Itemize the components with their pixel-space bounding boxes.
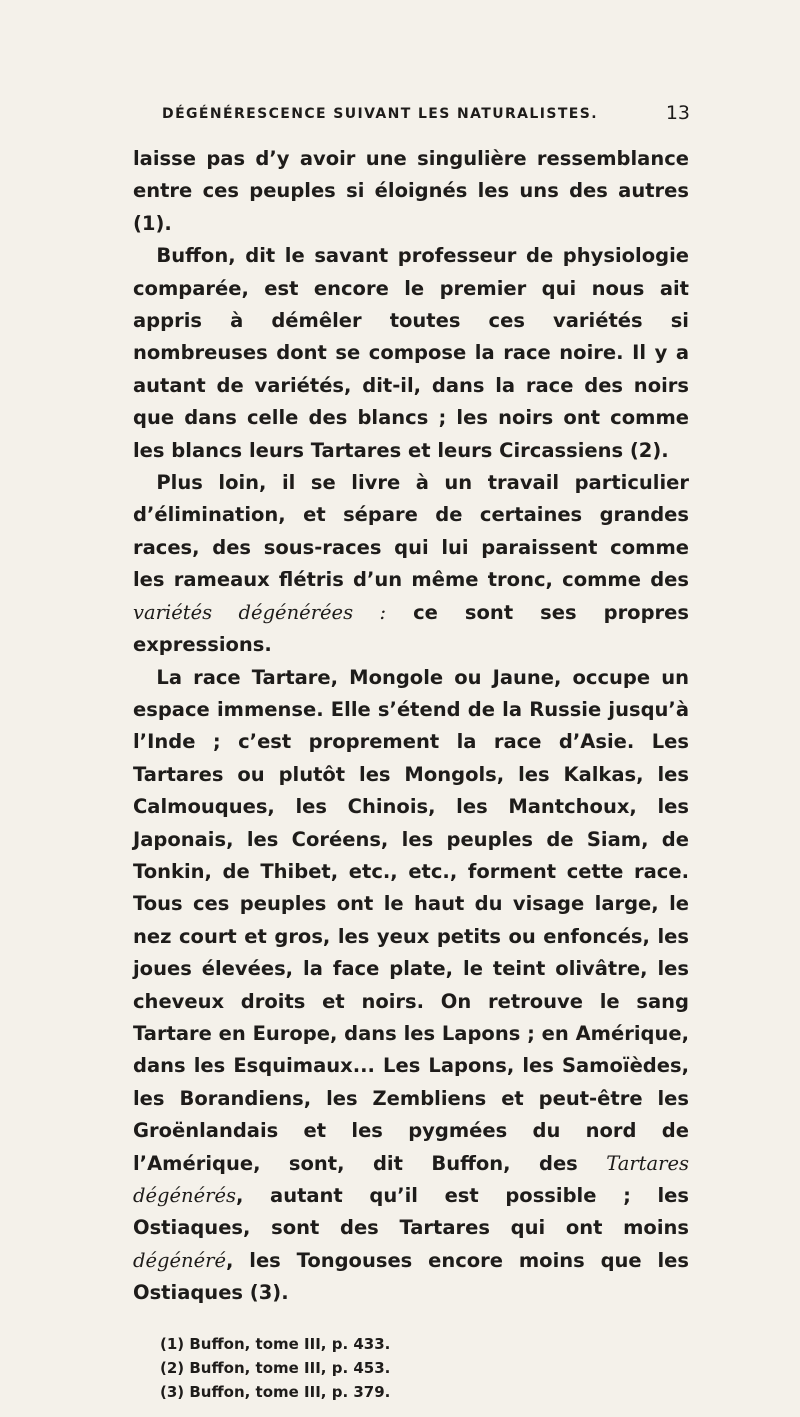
footnote-1: (1) Buffon, tome III, p. 433. xyxy=(160,1335,391,1353)
running-header xyxy=(130,102,690,136)
body-text xyxy=(133,143,689,1310)
paragraph-text: ce sont ses propres expressions. xyxy=(133,600,689,657)
paragraph-text: Buffon, dit le savant professeur de physiologie comparée, est encore le premier qui nous ait appris à démêler toutes ces variétés si nombreuses dont se compose la race noire. Il y a autant de variétés, dit-il, dans la race des noirs que dans celle des blancs ; les noirs ont comme les blancs leurs Tartares et leurs Circassiens (2). xyxy=(133,244,689,462)
paragraph-4 xyxy=(133,662,689,1310)
paragraph-text: Plus loin, il se livre à un travail particulier d’élimination, et sépare de certaines grandes races, des sous-races qui lui paraissent comme les rameaux flétris d’un même tronc, comme des xyxy=(133,471,689,592)
paragraph-text: La race Tartare, Mongole ou Jaune, occupe un espace immense. Elle s’étend de la Russie jusqu’à l’Inde ; c’est proprement la race d’Asie. Les Tartares ou plutôt les Mongols, les Kalkas, les Calmouques, les Chinois, les Mantchoux, les Japonais, les Coréens, les peuples de Siam, de Tonkin, de Thibet, etc., etc., forment cette race. Tous ces peuples ont le haut du visage large, le nez court et gros, les yeux petits ou enfoncés, les joues élevées, la face plate, le teint olivâtre, les cheveux droits et noirs. On retrouve le sang Tartare en Europe, dans les Lapons ; en Amérique, dans les Esquimaux... Les Lapons, les Samoïèdes, les Borandiens, les Zembliens et peut-être les Groënlandais et les pygmées du nord de l’Amérique, sont, dit Buffon, des xyxy=(133,665,689,1175)
italic-term: dégénéré xyxy=(133,1248,227,1272)
paragraph-3 xyxy=(133,467,689,661)
paragraph-text: , les Tongouses encore moins que les Ostiaques (3). xyxy=(133,1248,689,1305)
paragraph-text: laisse pas d’y avoir une singulière ressemblance entre ces peuples si éloignés les uns des autres (1). xyxy=(133,147,689,235)
page-number: 13 xyxy=(665,102,690,124)
italic-term: variétés dégénérées : xyxy=(133,600,387,624)
paragraph-2 xyxy=(133,240,689,467)
footnotes xyxy=(160,1332,680,1404)
footnote-2: (2) Buffon, tome III, p. 453. xyxy=(160,1359,391,1377)
footnote-3: (3) Buffon, tome III, p. 379. xyxy=(160,1383,391,1401)
paragraph-text: , autant qu’il est possible ; les Ostiaques, sont des Tartares qui ont moins xyxy=(133,1184,689,1240)
running-title: DÉGÉNÉRESCENCE SUIVANT LES NATURALISTES. xyxy=(162,106,598,122)
italic-term: Tartares dégénérés xyxy=(133,1151,689,1207)
paragraph-1 xyxy=(133,143,689,240)
